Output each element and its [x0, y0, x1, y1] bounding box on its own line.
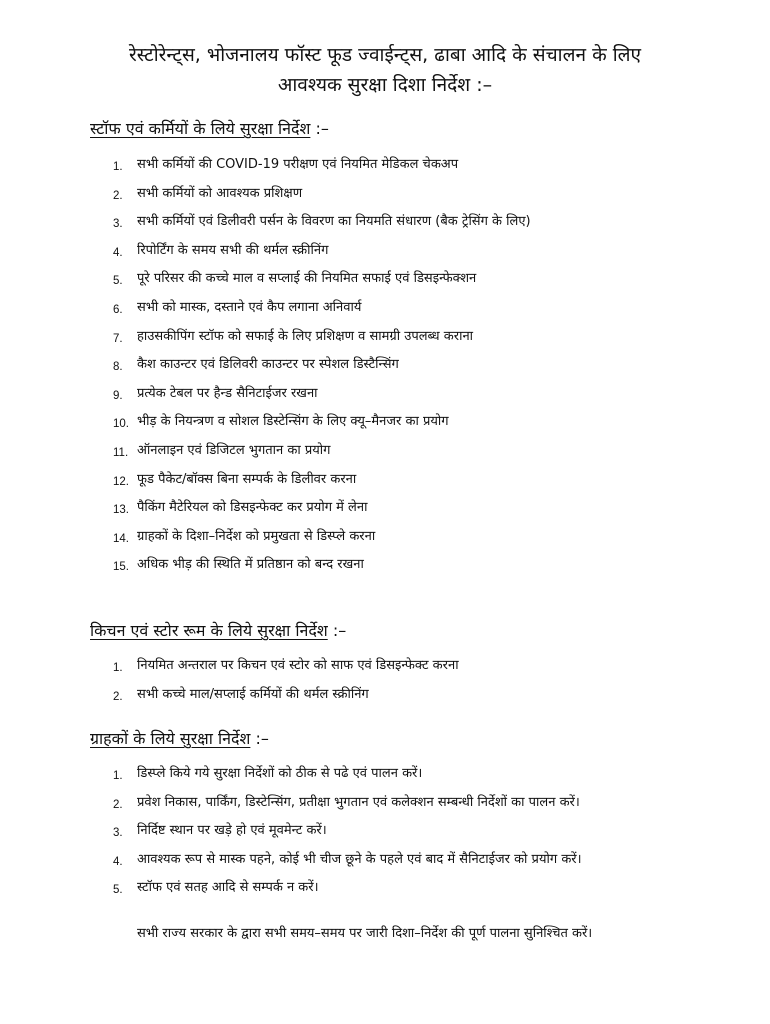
item-number: 1. — [113, 662, 123, 674]
item-text: ऑनलाइन एवं डिजिटल भुगतान का प्रयोग — [137, 442, 331, 458]
list-item — [0, 528, 770, 557]
item-text: ग्राहकों के दिशा–निर्देश को प्रमुखता से डिस्प्ले करना — [137, 528, 376, 544]
item-number: 5. — [113, 275, 123, 288]
item-text: सभी को मास्क, दस्ताने एवं कैप लगाना अनिवार्य — [137, 299, 362, 315]
list-item — [0, 794, 770, 823]
list-item — [0, 499, 770, 528]
item-text: भीड़ के नियन्त्रण व सोशल डिस्टेन्सिंग के लिए क्यू–मैनजर का प्रयोग — [137, 414, 449, 430]
item-number: 5. — [113, 884, 123, 897]
list-item — [0, 413, 770, 442]
list-item — [0, 242, 770, 271]
section-heading-kitchen — [90, 620, 346, 642]
item-text: पूरे परिसर की कच्चे माल व सप्लाई की नियमित सफाई एवं डिसइन्फेक्शन — [137, 271, 477, 287]
item-text: सभी कर्मियों की COVID-19 परीक्षण एवं नियमित मेडिकल चेकअप — [137, 157, 459, 172]
list-item — [0, 156, 770, 185]
section-heading-customers — [90, 728, 269, 750]
item-number: 2. — [113, 798, 123, 811]
list-item — [0, 686, 770, 715]
item-number: 4. — [113, 246, 123, 259]
item-text: डिस्प्ले किये गये सुरक्षा निर्देशों को ठीक से पढे एवं पालन करें। — [137, 766, 423, 781]
list-item — [0, 213, 770, 242]
item-number: 2. — [113, 189, 123, 202]
title-line-1: रेस्टोरेन्ट्स, भोजनालय फॉस्ट फूड ज्वाईन्ट्स, ढाबा आदि के संचालन के लिए — [128, 44, 642, 66]
list-item — [0, 471, 770, 500]
list-item — [0, 556, 770, 585]
item-number: 10. — [113, 418, 129, 431]
list-item — [0, 328, 770, 357]
item-text: कैश काउन्टर एवं डिलिवरी काउन्टर पर स्पेशल डिस्टैन्सिंग — [137, 357, 399, 373]
item-number: 2. — [113, 690, 123, 703]
item-number: 4. — [113, 855, 123, 868]
item-number: 1. — [113, 161, 123, 173]
item-text: प्रत्येक टेबल पर हैन्ड सैनिटाईजर रखना — [137, 385, 318, 401]
list-item — [0, 822, 770, 851]
list-item — [0, 356, 770, 385]
closing-note: सभी राज्य सरकार के द्वारा सभी समय–समय पर जारी दिशा–निर्देश की पूर्ण पालना सुनिश्चित करें। — [137, 926, 593, 941]
list-item — [0, 442, 770, 471]
item-text: सभी कर्मियों एवं डिलीवरी पर्सन के विवरण का नियमति संधारण (बैक ट्रेसिंग के लिए) — [137, 214, 531, 230]
item-text: स्टॉफ एवं सतह आदि से सम्पर्क न करें। — [137, 880, 319, 896]
item-number: 13. — [113, 504, 129, 517]
item-text: अधिक भीड़ की स्थिति में प्रतिष्ठान को बन्द रखना — [137, 557, 364, 573]
item-number: 11. — [113, 446, 129, 459]
item-number: 6. — [113, 303, 123, 316]
section-heading-text: स्टॉफ एवं कर्मियों के लिये सुरक्षा निर्देश — [90, 119, 311, 138]
item-text: सभी कर्मियों को आवश्यक प्रशिक्षण — [137, 185, 303, 201]
staff-guidelines-list — [0, 156, 770, 585]
section-heading-suffix: :– — [315, 119, 329, 138]
section-heading-text: किचन एवं स्टोर रूम के लिये सुरक्षा निर्देश — [90, 621, 328, 640]
item-number: 3. — [113, 827, 123, 840]
list-item — [0, 385, 770, 414]
item-number: 8. — [113, 361, 123, 374]
item-text: हाउसकीपिंग स्टॉफ को सफाई के लिए प्रशिक्षण व सामग्री उपलब्ध कराना — [137, 328, 474, 344]
customer-guidelines-list — [0, 765, 770, 908]
list-item — [0, 185, 770, 214]
item-text: आवश्यक रूप से मास्क पहने, कोई भी चीज छूने के पहले एवं बाद में सैनिटाईजर को प्रयोग करें। — [137, 851, 582, 867]
item-text: प्रवेश निकास, पार्किंग, डिस्टेन्सिंग, प्रतीक्षा भुगतान एवं कलेक्शन सम्बन्धी निर्देशों का पालन करें। — [137, 794, 580, 810]
item-number: 7. — [113, 332, 123, 345]
kitchen-guidelines-list — [0, 657, 770, 714]
section-heading-staff — [90, 118, 329, 140]
section-heading-suffix: :– — [332, 621, 347, 640]
item-number: 9. — [113, 389, 123, 402]
list-item — [0, 765, 770, 794]
item-number: 12. — [113, 475, 129, 488]
title-line-2: आवश्यक सुरक्षा दिशा निर्देश :– — [277, 74, 493, 96]
list-item — [0, 851, 770, 880]
list-item — [0, 657, 770, 686]
section-heading-suffix: :– — [255, 729, 269, 748]
document-title — [40, 40, 730, 100]
item-text: पैकिंग मैटेरियल को डिसइन्फेक्ट कर प्रयोग में लेना — [137, 500, 368, 516]
item-number: 15. — [113, 561, 129, 574]
list-item — [0, 879, 770, 908]
list-item — [0, 299, 770, 328]
item-text: निर्दिष्ट स्थान पर खड़े हो एवं मूवमेन्ट करें। — [137, 823, 327, 839]
item-number: 14. — [113, 532, 129, 545]
list-item — [0, 270, 770, 299]
item-text: फूड पैकेट/बॉक्स बिना सम्पर्क के डिलीवर करना — [137, 471, 357, 487]
item-number: 1. — [113, 770, 123, 782]
item-number: 3. — [113, 218, 123, 231]
item-text: रिपोर्टिंग के समय सभी की थर्मल स्क्रीनिंग — [137, 242, 329, 258]
section-heading-text: ग्राहकों के लिये सुरक्षा निर्देश — [90, 729, 251, 748]
item-text: सभी कच्चे माल/सप्लाई कर्मियों की थर्मल स्क्रीनिंग — [137, 686, 369, 702]
item-text: नियमित अन्तराल पर किचन एवं स्टोर को साफ एवं डिसइन्फेक्ट करना — [137, 658, 459, 673]
